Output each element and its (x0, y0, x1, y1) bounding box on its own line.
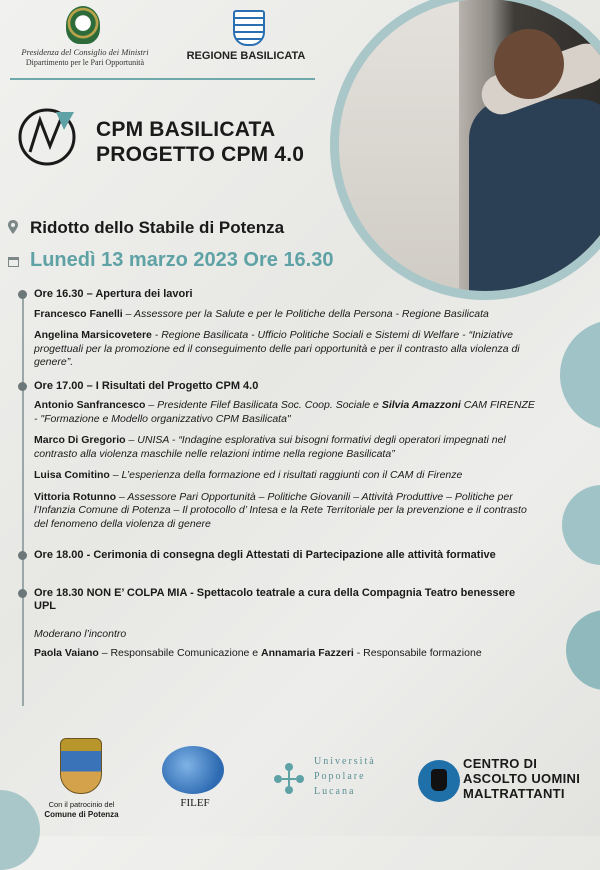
bullet-icon (18, 589, 27, 598)
italian-republic-emblem-icon (66, 6, 100, 44)
decorative-circle (566, 610, 600, 690)
decorative-circle (560, 320, 600, 430)
upl-name: Università Popolare Lucana (314, 756, 376, 797)
program (18, 288, 538, 661)
region-name: REGIONE BASILICATA (186, 50, 306, 62)
speaker-di-gregorio: Marco Di Gregorio – UNISA - “Indagine esplorativa sui bisogni formativi degli operatori impegnati nel contrasto alla violenza maschile nelle relazioni intime nella regione Basilicata” (34, 434, 506, 460)
speaker-sanfrancesco: Antonio Sanfrancesco – Presidente Filef Basilicata Soc. Coop. Sociale e Silvia Amazzoni CAM FIRENZE - "Formazione e Modello organizzativo CPM Basilicata" (34, 399, 535, 425)
bullet-icon (18, 382, 27, 391)
comune-name: Comune di Potenza (44, 810, 119, 819)
stop-hand-icon (418, 760, 460, 802)
bullet-icon (18, 290, 27, 299)
cpm-logo-icon (16, 106, 78, 168)
upl-logo-icon (268, 757, 310, 799)
department-name: Dipartimento per le Pari Opportunità (25, 58, 145, 67)
section-ceremony: Ore 18.00 - Cerimonia di consegna degli Attestati di Partecipazione alle attività formative (18, 549, 538, 563)
filef-label: FILEF (180, 797, 210, 809)
filef-globe-icon (162, 746, 224, 794)
title-line-2: PROGETTO CPM 4.0 (96, 143, 305, 166)
section-results: Ore 17.00 – I Risultati del Progetto CPM 4.0 (18, 380, 538, 394)
section-theatre: Ore 18.30 NON E’ COLPA MIA - Spettacolo teatrale a cura della Compagnia Teatro benessere UPL (18, 587, 538, 614)
calendar-icon (8, 256, 19, 267)
venue: Ridotto dello Stabile di Potenza (30, 218, 285, 237)
cam-name: CENTRO DI ASCOLTO UOMINI MALTRATTANTI (463, 756, 581, 801)
patronage-label: Con il patrocinio del (48, 800, 115, 809)
section-opening: Ore 16.30 – Apertura dei lavori (18, 288, 538, 302)
presidency-name: Presidenza del Consiglio dei Ministri (21, 47, 149, 57)
title-line-1: CPM BASILICATA (96, 118, 276, 141)
moderators: Paola Vaiano – Responsabile Comunicazione e Annamaria Fazzeri - Responsabile formazione (34, 647, 482, 659)
region-basilicata-shield-icon (233, 10, 265, 46)
speaker-marsicovetere: Angelina Marsicovetere - Regione Basilicata - Ufficio Politiche Sociali e Sistemi di Welfare - “Iniziative progettuali per la promozione ed il conseguimento delle pari opportunità e per il contrasto alla violenza di genere”. (34, 329, 520, 368)
speaker-rotunno: Vittoria Rotunno – Assessore Pari Opportunità – Politiche Giovanili – Attività Produttive – Politiche per l’Infanzia Comune di Potenza – Il protocollo d’ Intesa e la Rete Territoriale per la prevenzione e il contrasto del fenomeno della violenza di genere (34, 490, 527, 530)
header-divider (10, 78, 315, 80)
hero-photo (330, 0, 600, 300)
speaker-comitino: Luisa Comitino – L’esperienza della formazione ed i risultati raggiunti con il CAM di Firenze (34, 469, 463, 481)
timeline-line (22, 298, 24, 706)
location-pin-icon (8, 220, 18, 234)
bullet-icon (18, 551, 27, 560)
comune-potenza-crest-icon (60, 738, 102, 794)
speaker-fanelli: Francesco Fanelli – Assessore per la Salute e per le Politiche della Persona - Regione Basilicata (34, 307, 489, 320)
decorative-circle (562, 485, 600, 565)
moderators-label: Moderano l’incontro (34, 627, 127, 640)
event-date: Lunedì 13 marzo 2023 Ore 16.30 (30, 249, 334, 271)
